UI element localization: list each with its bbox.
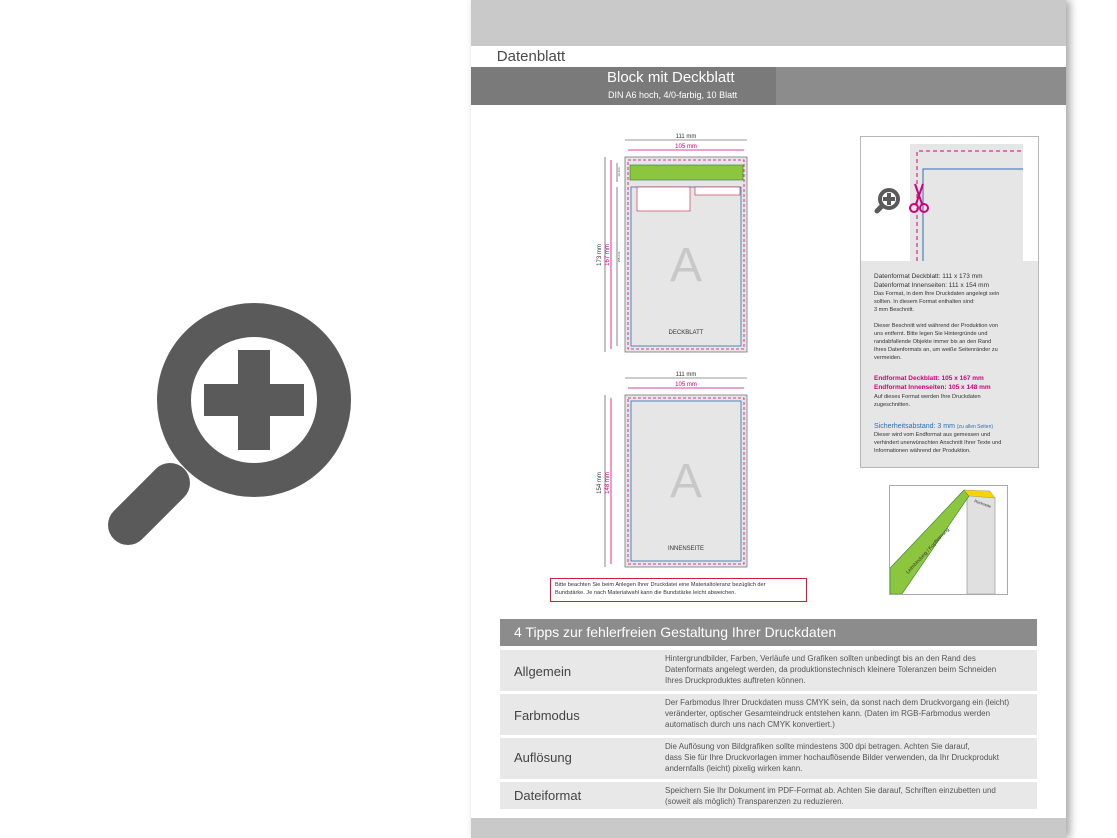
cover-height-inner: 167 mm [605, 244, 611, 266]
zoom-in-icon [871, 185, 903, 217]
data-format-inner: Datenformat Innenseiten: 111 x 154 mm [874, 282, 990, 289]
info-text-line: verhindert unerwünschten Anschnitt Ihrer Texte und [874, 440, 1002, 446]
sheet-label: Datenblatt [471, 46, 591, 67]
info-text-line: Dieser wird vom Endformat aus gemessen und [874, 432, 991, 438]
cover-side-dim: 155 mm [617, 251, 621, 263]
page-bottom-band [471, 818, 1066, 838]
cover-letter: A [669, 239, 703, 292]
scissors-icon [909, 181, 929, 215]
tip-row-farbmodus [500, 694, 1037, 735]
format-detail-image [861, 137, 1038, 261]
cover-diagram [597, 134, 747, 352]
tip-text-line: Ihres Druckproduktes auftreten können. [665, 676, 806, 685]
tip-text-line: Speichern Sie Ihr Dokument im PDF-Format ab. Achten Sie darauf, Schriften einzubetten und [665, 786, 996, 795]
cover-width-inner: 105 mm [675, 144, 697, 150]
inner-letter: A [669, 455, 703, 508]
format-info-box [860, 136, 1039, 468]
spine-illustration [889, 485, 1008, 595]
tip-text-line: Datenformats angelegt werden, da produktionstechnisch kleinere Toleranzen beim Schneiden [665, 665, 997, 674]
safety-margin [874, 423, 993, 431]
tip-text [665, 741, 1027, 774]
inner-width-inner: 105 mm [675, 382, 697, 388]
spine-label-glue: Leimbindung / Kopfleimung [905, 526, 951, 576]
info-text-line: Dieser Beschnitt wird während der Produktion von [874, 323, 999, 329]
end-format-inner: Endformat Innenseiten: 105 x 148 mm [874, 384, 991, 391]
tip-text [665, 697, 1027, 730]
info-text-line: randabfallende Objekte immer bis an den Rand [874, 339, 992, 345]
info-text-line: Das Format, in dem Ihre Druckdaten angelegt sein [874, 291, 1000, 297]
safety-margin-value: Sicherheitsabstand: 3 mm [874, 423, 955, 430]
material-tolerance-note [550, 578, 807, 602]
tip-text-line: dass Sie für Ihre Druckvorlagen immer hochauflösende Bilder verwenden, da Ihr Druckprodukt [665, 753, 999, 762]
tip-text-line: automatisch durch uns nach CMYK konvertiert.) [665, 720, 835, 729]
end-format-cover: Endformat Deckblatt: 105 x 167 mm [874, 375, 984, 382]
info-text-line: uns entfernt. Bitte legen Sie Hintergründe und [874, 331, 988, 337]
info-text-line: vermeiden. [874, 355, 902, 361]
tip-row-allgemein [500, 650, 1037, 691]
cover-label: DECKBLATT [668, 330, 704, 336]
tip-label: Auflösung [514, 750, 572, 765]
inner-label: INNENSEITE [667, 546, 705, 552]
document-title: Block mit Deckblatt [607, 69, 735, 86]
tip-text [665, 653, 1027, 686]
note-line: Bundstärke. Je nach Materialwahl kann die Bundstärke leicht abweichen. [555, 590, 736, 596]
format-info-text [861, 261, 1038, 467]
data-format-cover: Datenformat Deckblatt: 111 x 173 mm [874, 273, 983, 280]
spine-graphic [890, 486, 1007, 594]
info-text-line: sollten. In diesem Format enthalten sind: [874, 299, 975, 305]
cover-height-outer: 173 mm [597, 244, 603, 266]
inner-page-diagram [597, 372, 747, 567]
inner-height-outer: 154 mm [597, 472, 603, 494]
info-text-line: Ihres Datenformats an, um weiße Seitenränder zu [874, 347, 998, 353]
info-text-line: 3 mm Beschnitt. [874, 307, 915, 313]
tips-header: 4 Tipps zur fehlerfreien Gestaltung Ihrer Druckdaten [500, 619, 1037, 646]
tip-row-dateiformat [500, 782, 1037, 809]
datasheet-page [471, 0, 1066, 838]
inner-width-outer: 111 mm [675, 372, 697, 378]
note-line: Bitte beachten Sie beim Anlegen Ihrer Druckdatei eine Materialtoleranz bezüglich der [555, 582, 766, 588]
safety-margin-note: (zu allen Seiten) [956, 424, 994, 430]
tip-label: Allgemein [514, 664, 572, 679]
tip-text-line: Hintergrundbilder, Farben, Verläufe und Grafiken sollten unbedingt bis an den Rand des [665, 654, 976, 663]
spine-label-back: Rückseite [973, 498, 992, 509]
cover-width-outer: 111 mm [675, 134, 697, 140]
inner-height-inner: 148 mm [605, 472, 611, 494]
info-text-line: Informationen während der Produktion. [874, 448, 971, 454]
tip-text-line: Der Farbmodus Ihrer Druckdaten muss CMYK sein, da sonst nach dem Druckvorgang ein (leicht) [665, 698, 1010, 707]
tip-label: Farbmodus [514, 708, 580, 723]
zoom-in-icon[interactable] [100, 285, 360, 550]
tip-text-line: Die Auflösung von Bildgrafiken sollte mindestens 300 dpi betragen. Achten Sie darauf, [665, 742, 970, 751]
info-text-line: zugeschnitten. [874, 402, 911, 408]
tip-text-line: andernfalls (leicht) pixelig wirken kann. [665, 764, 803, 773]
tip-label: Dateiformat [514, 788, 582, 803]
document-subtitle: DIN A6 hoch, 4/0-farbig, 10 Blatt [608, 90, 738, 100]
tip-text-line: (soweit als möglich) Transparenzen zu reduzieren. [665, 797, 844, 806]
tip-text-line: veränderter, optischer Gesamteindruck entstehen kann. (Daten im RGB-Farbmodus werden [665, 709, 991, 718]
tip-row-aufloesung [500, 738, 1037, 779]
tip-text [665, 785, 1027, 807]
info-text-line: Auf dieses Format werden Ihre Druckdaten [874, 394, 981, 400]
cover-top-dim: 12 mm [617, 167, 621, 177]
